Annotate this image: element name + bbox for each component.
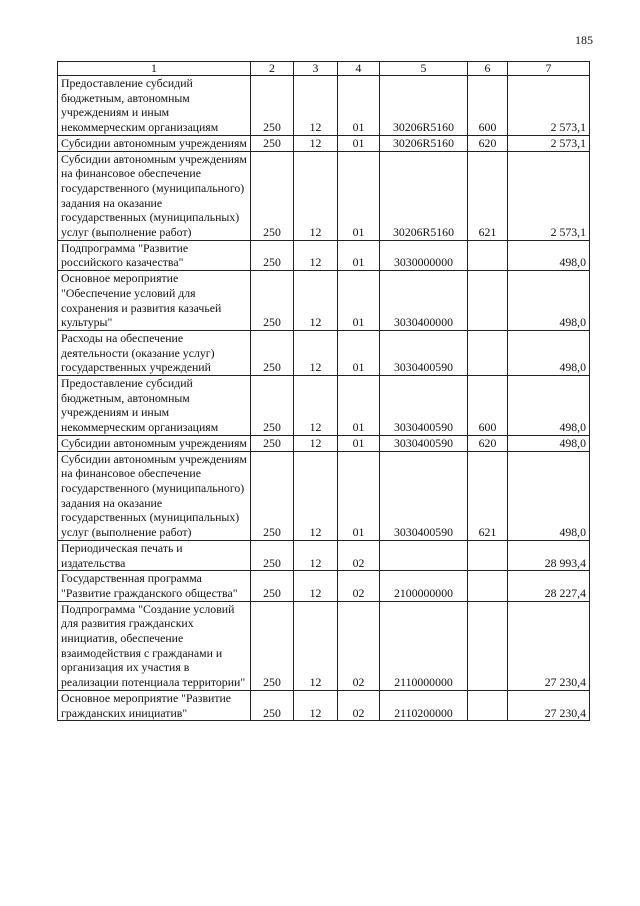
section-code: 12	[294, 330, 338, 375]
expense-type-code	[468, 271, 508, 331]
column-number-row	[58, 62, 590, 76]
target-article-code: 30206R5160	[380, 135, 468, 151]
column-header: 5	[380, 62, 468, 76]
ministry-code: 250	[251, 151, 294, 240]
amount: 498,0	[508, 271, 590, 331]
line-item-name: Периодическая печать и издательства	[58, 540, 251, 570]
ministry-code: 250	[251, 451, 294, 540]
subsection-code: 01	[338, 271, 380, 331]
section-code: 12	[294, 690, 338, 720]
expense-type-code: 621	[468, 451, 508, 540]
table-row	[58, 240, 590, 270]
amount: 27 230,4	[508, 690, 590, 720]
amount: 498,0	[508, 435, 590, 451]
target-article-code	[380, 540, 468, 570]
amount: 28 227,4	[508, 571, 590, 601]
target-article-code: 3030000000	[380, 240, 468, 270]
ministry-code: 250	[251, 76, 294, 136]
line-item-name: Субсидии автономным учреждениям	[58, 135, 251, 151]
ministry-code: 250	[251, 240, 294, 270]
line-item-name: Субсидии автономным учреждениям на финансовое обеспечение государственного (муниципального) задания на оказание государственных (муниципальных) услуг (выполнение работ)	[58, 451, 251, 540]
section-code: 12	[294, 135, 338, 151]
target-article-code: 2100000000	[380, 571, 468, 601]
section-code: 12	[294, 76, 338, 136]
ministry-code: 250	[251, 330, 294, 375]
column-header: 1	[58, 62, 251, 76]
section-code: 12	[294, 271, 338, 331]
ministry-code: 250	[251, 540, 294, 570]
column-header: 3	[294, 62, 338, 76]
table-row	[58, 690, 590, 720]
table-row	[58, 135, 590, 151]
amount: 498,0	[508, 330, 590, 375]
target-article-code: 3030400590	[380, 376, 468, 436]
expense-type-code	[468, 240, 508, 270]
section-code: 12	[294, 451, 338, 540]
expense-type-code: 620	[468, 435, 508, 451]
line-item-name: Субсидии автономным учреждениям на финансовое обеспечение государственного (муниципального) задания на оказание государственных (муниципальных) услуг (выполнение работ)	[58, 151, 251, 240]
target-article-code: 30206R5160	[380, 151, 468, 240]
table-row	[58, 451, 590, 540]
column-header: 6	[468, 62, 508, 76]
line-item-name: Подпрограмма "Создание условий для развития гражданских инициатив, обеспечение взаимодействия с гражданами и организация их участия в реализации потенциала территории"	[58, 601, 251, 690]
section-code: 12	[294, 376, 338, 436]
amount: 498,0	[508, 376, 590, 436]
amount: 2 573,1	[508, 135, 590, 151]
ministry-code: 250	[251, 571, 294, 601]
expense-type-code: 621	[468, 151, 508, 240]
line-item-name: Расходы на обеспечение деятельности (оказание услуг) государственных учреждений	[58, 330, 251, 375]
section-code: 12	[294, 601, 338, 690]
line-item-name: Государственная программа "Развитие гражданского общества"	[58, 571, 251, 601]
target-article-code: 2110200000	[380, 690, 468, 720]
subsection-code: 01	[338, 435, 380, 451]
table-row	[58, 151, 590, 240]
expense-type-code	[468, 571, 508, 601]
section-code: 12	[294, 151, 338, 240]
amount: 498,0	[508, 451, 590, 540]
column-header: 4	[338, 62, 380, 76]
table-row	[58, 271, 590, 331]
line-item-name: Подпрограмма "Развитие российского казачества"	[58, 240, 251, 270]
ministry-code: 250	[251, 601, 294, 690]
table-row	[58, 601, 590, 690]
subsection-code: 01	[338, 240, 380, 270]
table-row	[58, 435, 590, 451]
expense-type-code	[468, 690, 508, 720]
subsection-code: 02	[338, 571, 380, 601]
subsection-code: 02	[338, 601, 380, 690]
line-item-name: Предоставление субсидий бюджетным, автономным учреждениям и иным некоммерческим организациям	[58, 376, 251, 436]
table-row	[58, 376, 590, 436]
table-row	[58, 571, 590, 601]
section-code: 12	[294, 571, 338, 601]
target-article-code: 2110000000	[380, 601, 468, 690]
target-article-code: 30206R5160	[380, 76, 468, 136]
expense-type-code: 600	[468, 376, 508, 436]
amount: 27 230,4	[508, 601, 590, 690]
table-row	[58, 540, 590, 570]
subsection-code: 02	[338, 690, 380, 720]
ministry-code: 250	[251, 435, 294, 451]
expense-type-code: 600	[468, 76, 508, 136]
amount: 2 573,1	[508, 151, 590, 240]
expense-type-code: 620	[468, 135, 508, 151]
column-header: 7	[508, 62, 590, 76]
expense-type-code	[468, 540, 508, 570]
ministry-code: 250	[251, 271, 294, 331]
amount: 2 573,1	[508, 76, 590, 136]
table-row	[58, 76, 590, 136]
ministry-code: 250	[251, 135, 294, 151]
page-number: 185	[575, 33, 593, 47]
subsection-code: 01	[338, 330, 380, 375]
ministry-code: 250	[251, 376, 294, 436]
amount: 498,0	[508, 240, 590, 270]
subsection-code: 02	[338, 540, 380, 570]
target-article-code: 3030400590	[380, 435, 468, 451]
line-item-name: Субсидии автономным учреждениям	[58, 435, 251, 451]
subsection-code: 01	[338, 376, 380, 436]
column-header: 2	[251, 62, 294, 76]
line-item-name: Предоставление субсидий бюджетным, автономным учреждениям и иным некоммерческим организациям	[58, 76, 251, 136]
budget-table	[57, 61, 590, 721]
table-row	[58, 330, 590, 375]
subsection-code: 01	[338, 135, 380, 151]
expense-type-code	[468, 330, 508, 375]
target-article-code: 3030400590	[380, 330, 468, 375]
section-code: 12	[294, 435, 338, 451]
line-item-name: Основное мероприятие "Обеспечение условий для сохранения и развития казачьей культуры"	[58, 271, 251, 331]
subsection-code: 01	[338, 151, 380, 240]
amount: 28 993,4	[508, 540, 590, 570]
subsection-code: 01	[338, 76, 380, 136]
ministry-code: 250	[251, 690, 294, 720]
line-item-name: Основное мероприятие "Развитие гражданских инициатив"	[58, 690, 251, 720]
expense-type-code	[468, 601, 508, 690]
subsection-code: 01	[338, 451, 380, 540]
target-article-code: 3030400000	[380, 271, 468, 331]
target-article-code: 3030400590	[380, 451, 468, 540]
section-code: 12	[294, 540, 338, 570]
section-code: 12	[294, 240, 338, 270]
